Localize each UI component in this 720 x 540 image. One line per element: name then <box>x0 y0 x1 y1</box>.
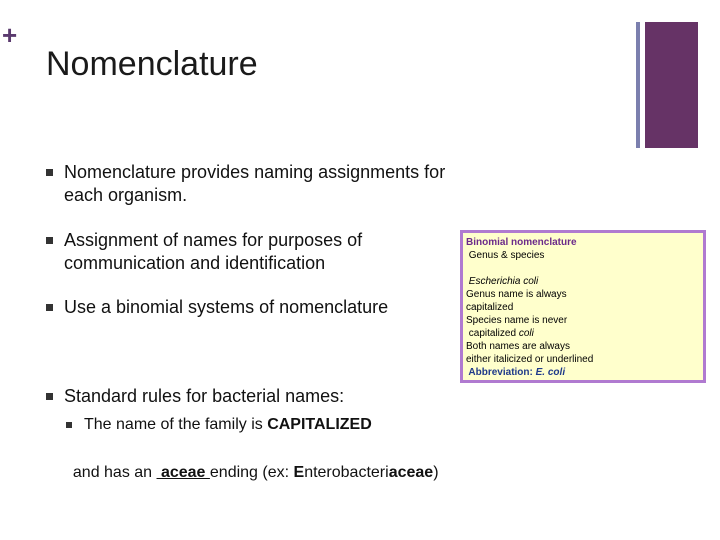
box-line-7b: coli <box>518 328 534 339</box>
slide-title: Nomenclature <box>46 45 258 83</box>
cont-plain: nterobacteri <box>304 464 389 481</box>
decorative-block <box>645 22 698 148</box>
continuation-text <box>64 443 439 483</box>
bullet-text-4 <box>64 385 344 408</box>
bullet-text-2 <box>64 229 362 275</box>
bullet-1-line-1: Nomenclature provides naming assignments for <box>64 162 446 182</box>
box-line-5: capitalized <box>466 302 514 313</box>
box-abbr-value: E. coli <box>535 367 566 378</box>
bullet-1-line-2: each organism. <box>64 185 188 205</box>
bullet-4-line-1: Standard rules for bacterial names: <box>64 386 345 406</box>
bullet-marker-1 <box>46 169 53 176</box>
box-example: Escherichia coli <box>466 276 539 287</box>
cont-bold-end: aceae <box>388 464 434 481</box>
box-abbreviation <box>466 366 565 379</box>
box-line-4: Genus name is always <box>466 289 567 300</box>
bullet-marker-2 <box>46 237 53 244</box>
bullet-marker-3 <box>46 304 53 311</box>
decorative-line <box>636 22 640 148</box>
bullet-3-line-1: Use a binomial systems of nomenclature <box>64 297 389 317</box>
box-abbr-label: Abbreviation: <box>466 367 536 378</box>
box-line-6: Species name is never <box>466 315 568 326</box>
box-line-7a: capitalized <box>466 328 519 339</box>
cont-close: ) <box>433 464 439 481</box>
cont-underlined: aceae <box>156 464 210 481</box>
box-line-2: Genus & species <box>466 250 545 261</box>
box-line-9: either italicized or underlined <box>466 354 594 365</box>
sub-bullet-text <box>84 415 372 435</box>
cont-bold-e: E <box>293 464 305 481</box>
bullet-text-3 <box>64 296 388 319</box>
bullet-text-1 <box>64 161 445 207</box>
sub-bullet-caps: CAPITALIZED <box>267 416 372 433</box>
sub-bullet-prefix: The name of the family is <box>84 416 268 433</box>
cont-prefix: and has an <box>72 464 157 481</box>
box-line-8: Both names are always <box>466 341 570 352</box>
plus-icon: + <box>2 20 18 50</box>
binomial-info-box <box>460 230 706 383</box>
sub-bullet-marker <box>66 422 72 428</box>
box-line-7 <box>466 327 534 340</box>
bullet-2-line-1: Assignment of names for purposes of <box>64 230 363 250</box>
bullet-marker-4 <box>46 393 53 400</box>
cont-middle: ending (ex: <box>209 464 294 481</box>
bullet-2-line-2: communication and identification <box>64 253 326 273</box>
box-heading: Binomial nomenclature <box>466 237 577 248</box>
